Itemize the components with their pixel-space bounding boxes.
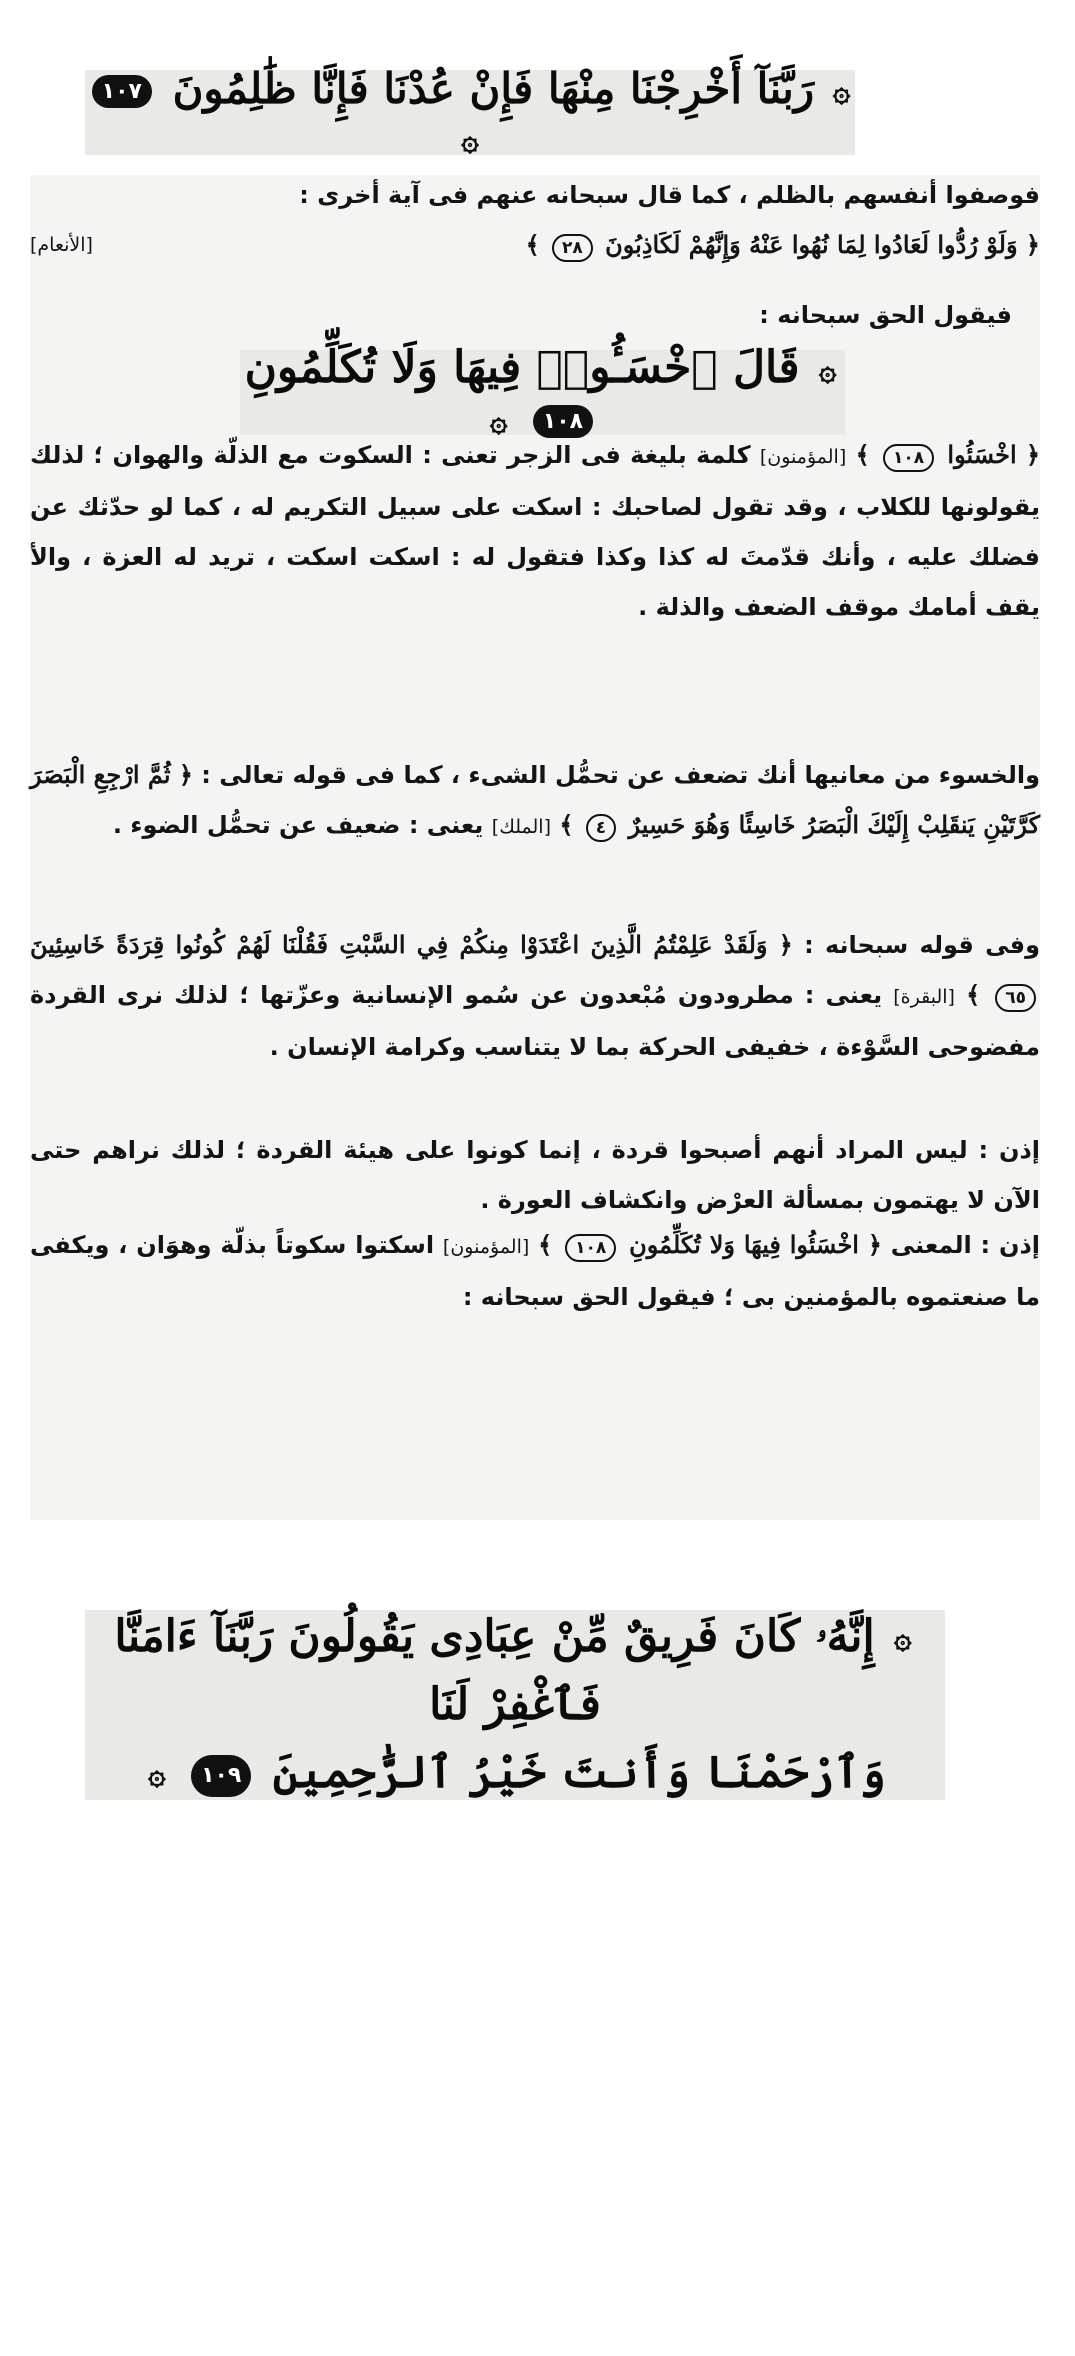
p4-quote: ﴿ ثُمَّ ارْجِعِ الْبَصَرَ كَرَّتَيْنِ يَنقَلِبْ إِلَيْكَ الْبَصَرُ خَاسِئًا وَهُوَ حَسِيرٌ xyxy=(29,760,1040,839)
paragraph-7 xyxy=(30,1220,1040,1322)
paragraph-2 xyxy=(30,290,1040,340)
p7-verse-number: ١٠٨ xyxy=(565,1234,616,1262)
verse-107-text: رَبَّنَآ أَخْرِجْنَا مِنْهَا فَإِنْ عُدْنَا فَإِنَّا ظَٰلِمُونَ xyxy=(172,63,815,113)
verse-108-header xyxy=(240,341,845,439)
p7-quote: ﴿ اخْسَئُوا فِيهَا وَلا تُكَلِّمُونِ xyxy=(629,1230,882,1259)
p5-quote-close: ﴾ xyxy=(966,980,981,1009)
p6-text: إذن : ليس المراد أنهم أصبحوا قردة ، إنما كونوا على هيئة القردة ؛ لذلك نراهم حتى الآن لا يهتمون بمسألة العرْض وانكشاف العورة . xyxy=(30,1136,1040,1214)
p1-quote-close: ﴾ xyxy=(525,230,540,259)
verse-107-number: ١٠٧ xyxy=(92,75,152,108)
p3-quote: ﴿ اخْسَئُوا xyxy=(947,440,1041,469)
ornament-icon: ۞ xyxy=(818,352,837,388)
verse-107-header xyxy=(85,63,855,158)
paragraph-4 xyxy=(30,750,1040,852)
p5-quote: ﴿ وَلَقَدْ عَلِمْتُمُ الَّذِينَ اعْتَدَوْا مِنكُمْ فِي السَّبْتِ فَقُلْنَا لَهُمْ كُونُوا قِرَدَةً خَاسِئِينَ xyxy=(30,930,793,959)
paragraph-3 xyxy=(30,430,1040,632)
p3-text: كلمة بليغة فى الزجر تعنى : السكوت مع الذلّة والهوان ؛ لذلك يقولونها للكلاب ، وقد تقول لصاحبك : اسكت على سبيل التكريم له ، كما لو حدّثك عن فضلك عليه ، وأنك قدّمتَ له كذا وكذا فتقول له : اسكت اسكت ، تريد له العزة ، والأ يقف أمامك موقف الضعف والذلة . xyxy=(30,441,1040,621)
verse-109-line-1: إِنَّهُۥ كَانَ فَرِيقٌ مِّنْ عِبَادِى يَقُولُونَ رَبَّنَآ ءَامَنَّا فَٱغْفِرْ لَنَا xyxy=(114,1610,875,1730)
p4-intro: والخسوء من معانيها أنك تضعف عن تحمُّل الشىء ، كما فى قوله تعالى : xyxy=(201,761,1040,789)
verse-108-number: ١٠٨ xyxy=(533,405,593,438)
p1-verse-number: ٢٨ xyxy=(552,234,593,262)
p4-quote-close: ﴾ xyxy=(559,810,574,839)
p1-sura-ref: [الأنعام] xyxy=(30,234,93,256)
p7-quote-close: ﴾ xyxy=(538,1230,553,1259)
p7-sura-ref: [المؤمنون] xyxy=(442,1236,530,1258)
ornament-icon: ۞ xyxy=(894,1620,912,1656)
ornament-icon: ۞ xyxy=(832,74,851,109)
p3-quote-close: ﴾ xyxy=(855,440,870,469)
p3-verse-number: ١٠٨ xyxy=(883,444,934,472)
p5-sura-ref: [البقرة] xyxy=(893,986,955,1008)
p3-sura-ref: [المؤمنون] xyxy=(759,446,847,468)
ornament-icon: ۞ xyxy=(461,123,479,158)
p5-verse-number: ٦٥ xyxy=(995,984,1036,1012)
paragraph-6 xyxy=(30,1125,1040,1225)
p1-intro: فوصفوا أنفسهم بالظلم ، كما قال سبحانه عنهم فى آية أخرى : xyxy=(299,181,1040,209)
p4-verse-number: ٤ xyxy=(586,814,616,842)
p4-sura-ref: [الملك] xyxy=(491,816,551,838)
p2-text: فيقول الحق سبحانه : xyxy=(759,301,1012,329)
p5-intro: وفى قوله سبحانه : xyxy=(804,931,1040,959)
p5-text: يعنى : مطرودون مُبْعدون عن سُمو الإنسانية وعزّتها ؛ لذلك نرى القردة مفضوحى السَّوْءة ، خفيفى الحركة بما لا يتناسب وكرامة الإنسان . xyxy=(30,981,1040,1061)
p1-quote: ﴿ وَلَوْ رُدُّوا لَعَادُوا لِمَا نُهُوا عَنْهُ وَإِنَّهُمْ لَكَاذِبُونَ xyxy=(605,230,1040,259)
verse-109-line-2: وَٱرْحَمْنَا وَأَنتَ خَيْرُ ٱلرَّٰحِمِينَ xyxy=(272,1747,886,1799)
ornament-icon: ۞ xyxy=(148,1757,166,1793)
p7-text: اسكتوا سكوتاً بذلّة وهوَان ، ويكفى ما صنعتموه بالمؤمنين بى ؛ فيقول الحق سبحانه : xyxy=(30,1231,1040,1311)
ornament-icon: ۞ xyxy=(489,403,508,439)
paragraph-1 xyxy=(30,170,1040,270)
p7-intro: إذن : المعنى xyxy=(890,1231,1041,1259)
p4-text: يعنى : ضعيف عن تحمُّل الضوء . xyxy=(112,811,484,839)
verse-109-number: ١٠٩ xyxy=(191,1755,251,1797)
verse-109-header xyxy=(85,1610,945,1800)
verse-108-text: قَالَ ٱخْسَـُٔوا۟ فِيهَا وَلَا تُكَلِّمُونِ xyxy=(244,341,800,393)
paragraph-5 xyxy=(30,920,1040,1072)
